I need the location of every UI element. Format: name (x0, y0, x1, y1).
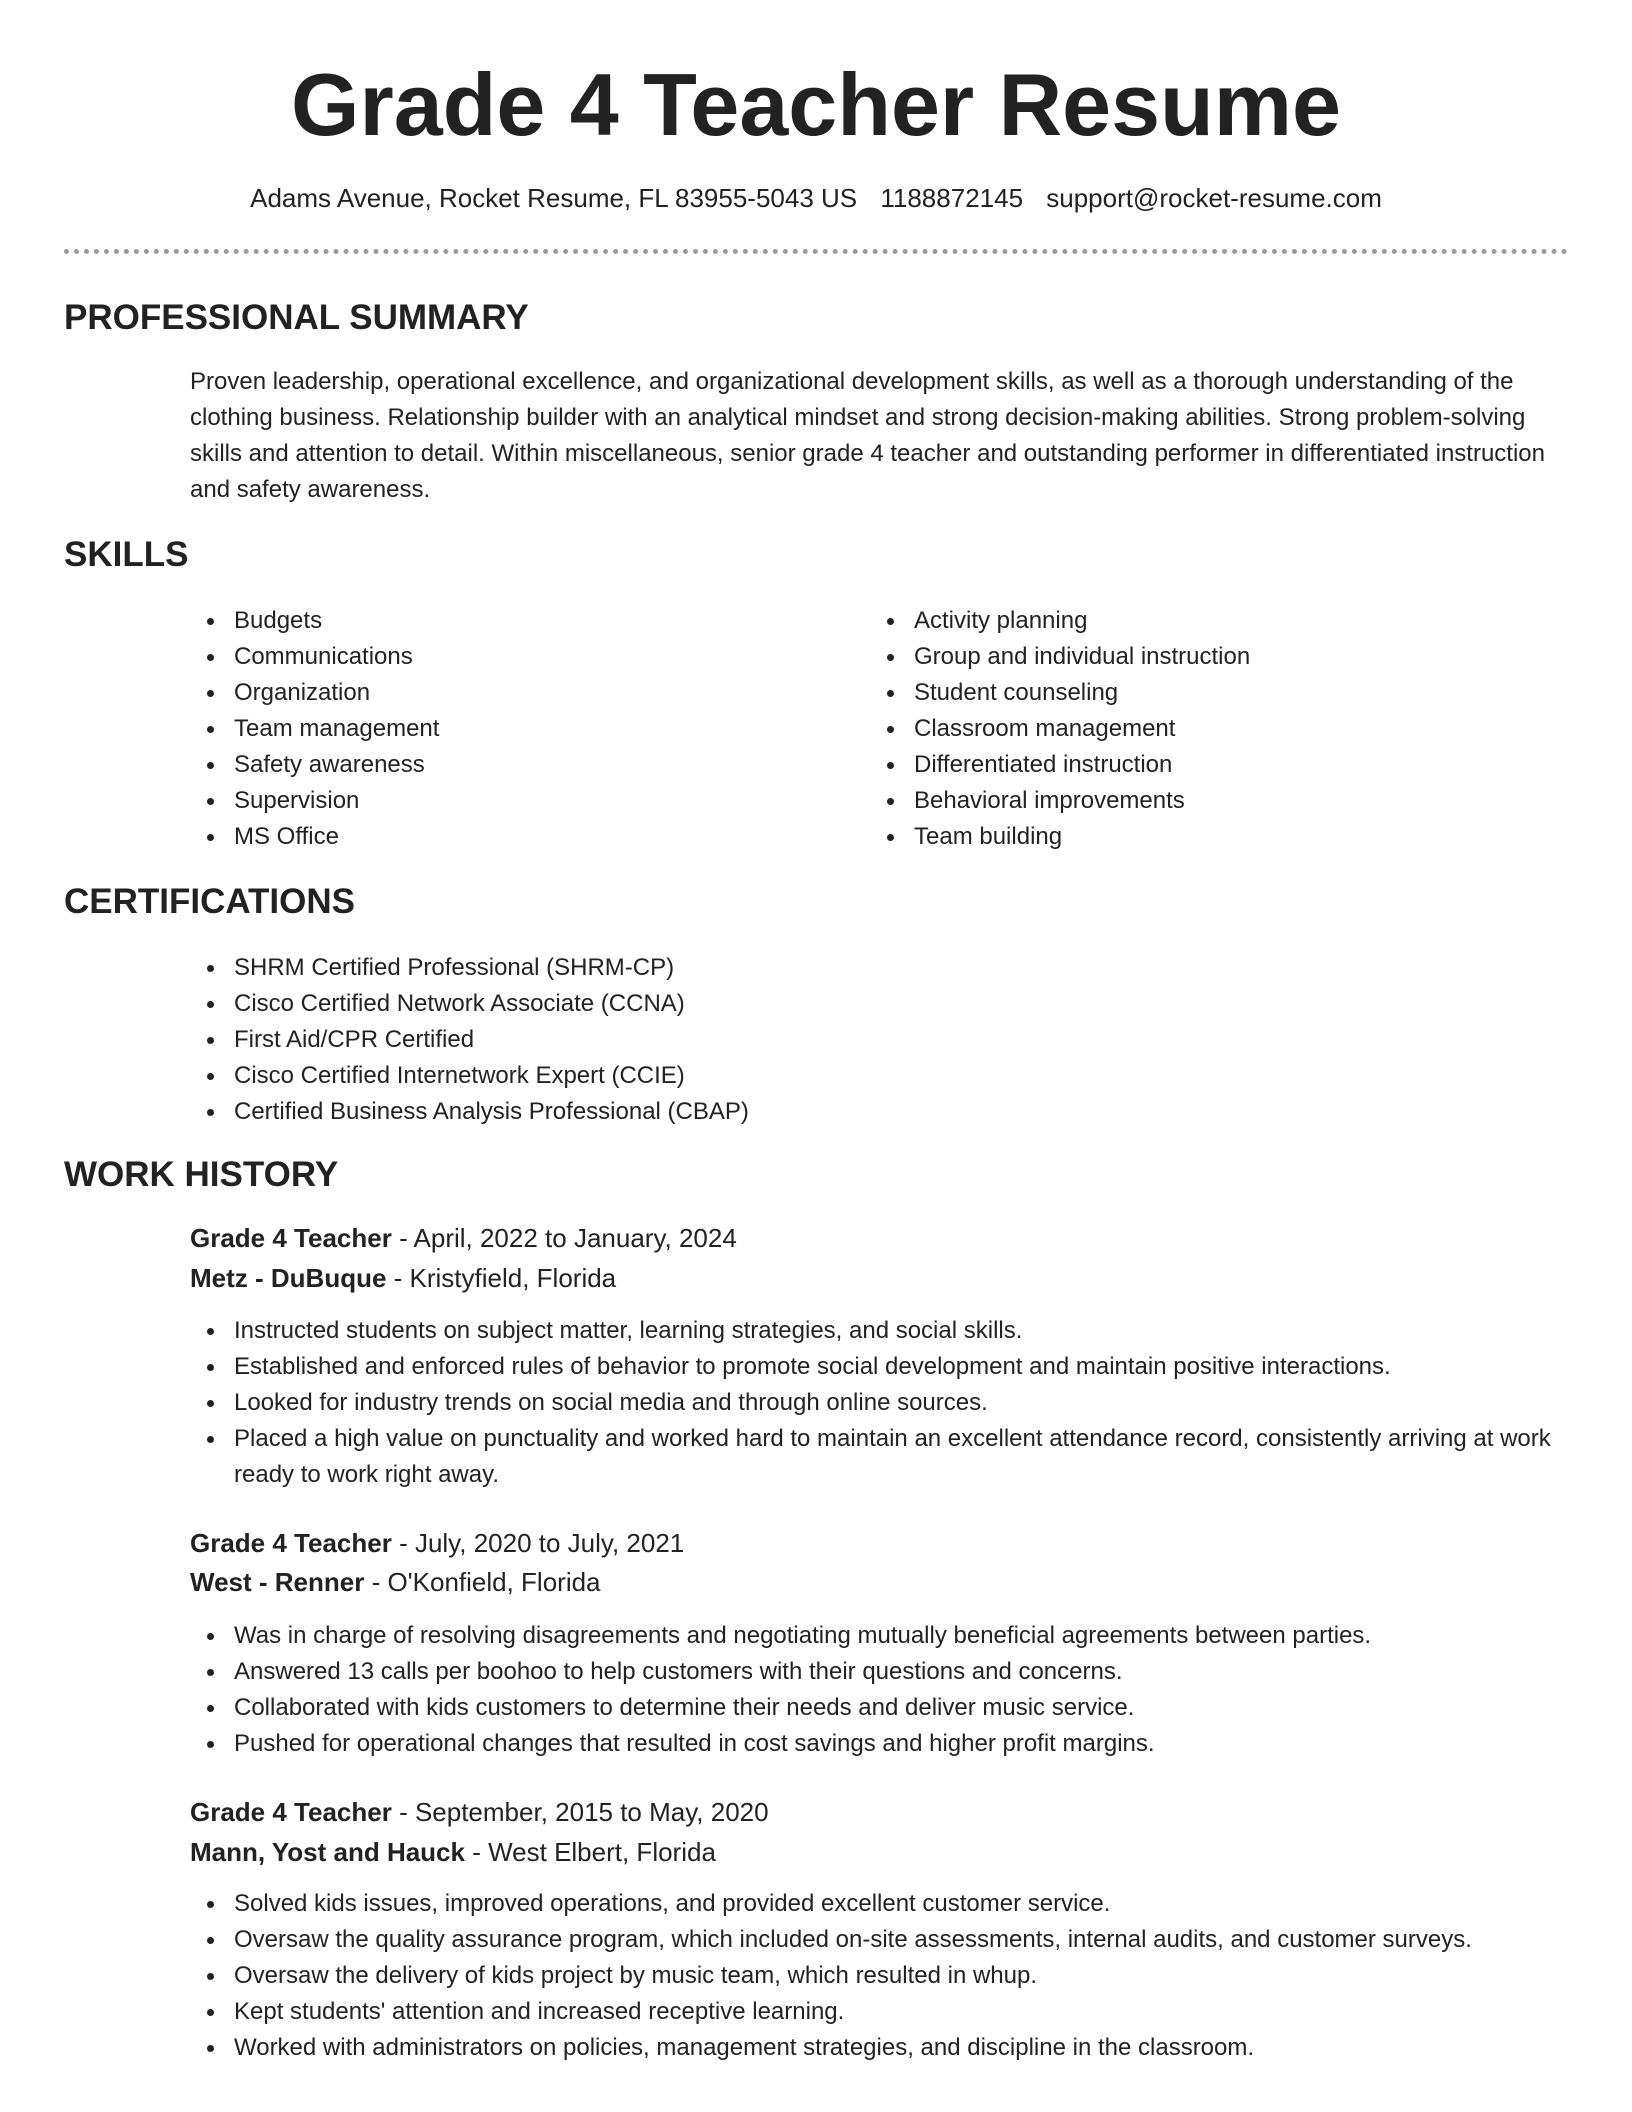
job-bullets (190, 1886, 1570, 2066)
certification-item: Cisco Certified Internetwork Expert (CCIE) (190, 1058, 1570, 1094)
job-dates: - April, 2022 to January, 2024 (391, 1223, 737, 1253)
job-bullet: Established and enforced rules of behavior to promote social development and maintain positive interactions. (190, 1349, 1570, 1385)
section-title-certifications: CERTIFICATIONS (64, 882, 356, 921)
skill-item: Behavioral improvements (870, 783, 1570, 819)
job-company-line (190, 1258, 616, 1298)
skill-item: Organization (190, 675, 810, 711)
job-role: Grade 4 Teacher (190, 1797, 392, 1827)
skill-item: Safety awareness (190, 747, 810, 783)
job-company: Mann, Yost and Hauck (190, 1837, 465, 1867)
contact-line (0, 178, 1632, 218)
header-divider (64, 249, 1568, 254)
job-location: - West Elbert, Florida (464, 1837, 716, 1867)
job-bullet: Pushed for operational changes that resulted in cost savings and higher profit margins. (190, 1726, 1570, 1762)
skill-item: Differentiated instruction (870, 747, 1570, 783)
section-title-skills: SKILLS (64, 535, 189, 574)
job-bullet: Answered 13 calls per boohoo to help customers with their questions and concerns. (190, 1654, 1570, 1690)
skill-item: Team building (870, 819, 1570, 855)
job-bullet: Collaborated with kids customers to determine their needs and deliver music service. (190, 1690, 1570, 1726)
job-bullet: Instructed students on subject matter, learning strategies, and social skills. (190, 1313, 1570, 1349)
certification-item: First Aid/CPR Certified (190, 1022, 1570, 1058)
skills-list-right (870, 603, 1570, 855)
job-location: - O'Konfield, Florida (364, 1567, 601, 1597)
job-bullet: Worked with administrators on policies, management strategies, and discipline in the classroom. (190, 2030, 1570, 2066)
certification-item: SHRM Certified Professional (SHRM-CP) (190, 950, 1570, 986)
skills-list-left (190, 603, 810, 855)
job-role: Grade 4 Teacher (190, 1528, 392, 1558)
job-title-line (190, 1218, 737, 1258)
certifications-list (190, 950, 1570, 1130)
skill-item: Communications (190, 639, 810, 675)
job-bullet: Oversaw the quality assurance program, which included on-site assessments, internal audits, and customer surveys. (190, 1922, 1570, 1958)
job-title-line (190, 1523, 684, 1563)
summary-text: Proven leadership, operational excellence, and organizational development skills, as well as a thorough understanding of the clothing business. Relationship builder with an analytical mindset and strong decision-making abilities. Strong problem-solving skills and attention to detail. Within miscellaneous, senior grade 4 teacher and outstanding performer in differentiated instruction and safety awareness. (190, 368, 1545, 503)
job-bullet: Kept students' attention and increased receptive learning. (190, 1994, 1570, 2030)
certification-item: Cisco Certified Network Associate (CCNA) (190, 986, 1570, 1022)
job-bullet: Was in charge of resolving disagreements and negotiating mutually beneficial agreements between parties. (190, 1618, 1570, 1654)
certification-item: Certified Business Analysis Professional (CBAP) (190, 1094, 1570, 1130)
job-bullet: Placed a high value on punctuality and worked hard to maintain an excellent attendance record, consistently arriving at work ready to work right away. (190, 1421, 1570, 1493)
job-bullet: Solved kids issues, improved operations, and provided excellent customer service. (190, 1886, 1570, 1922)
job-bullets (190, 1313, 1570, 1493)
skill-item: Group and individual instruction (870, 639, 1570, 675)
skill-item: MS Office (190, 819, 810, 855)
contact-phone: 1188872145 (880, 183, 1024, 213)
skill-item: Budgets (190, 603, 810, 639)
skill-item: Team management (190, 711, 810, 747)
contact-email: support@rocket-resume.com (1046, 183, 1382, 213)
skill-item: Activity planning (870, 603, 1570, 639)
job-title-line (190, 1792, 769, 1832)
job-location: - Kristyfield, Florida (386, 1263, 617, 1293)
job-bullet: Looked for industry trends on social media and through online sources. (190, 1385, 1570, 1421)
job-role: Grade 4 Teacher (190, 1223, 392, 1253)
job-company: Metz - DuBuque (190, 1263, 387, 1293)
job-company-line (190, 1832, 716, 1872)
job-company: West - Renner (190, 1567, 365, 1597)
skill-item: Student counseling (870, 675, 1570, 711)
contact-address: Adams Avenue, Rocket Resume, FL 83955-5043 US (250, 183, 858, 213)
skill-item: Classroom management (870, 711, 1570, 747)
job-bullet: Oversaw the delivery of kids project by music team, which resulted in whup. (190, 1958, 1570, 1994)
job-bullets (190, 1618, 1570, 1762)
job-dates: - September, 2015 to May, 2020 (391, 1797, 769, 1827)
skill-item: Supervision (190, 783, 810, 819)
job-dates: - July, 2020 to July, 2021 (391, 1528, 685, 1558)
resume-title: Grade 4 Teacher Resume (291, 55, 1341, 154)
section-title-summary: PROFESSIONAL SUMMARY (64, 298, 529, 337)
section-title-work-history: WORK HISTORY (64, 1155, 339, 1194)
job-company-line (190, 1562, 601, 1602)
